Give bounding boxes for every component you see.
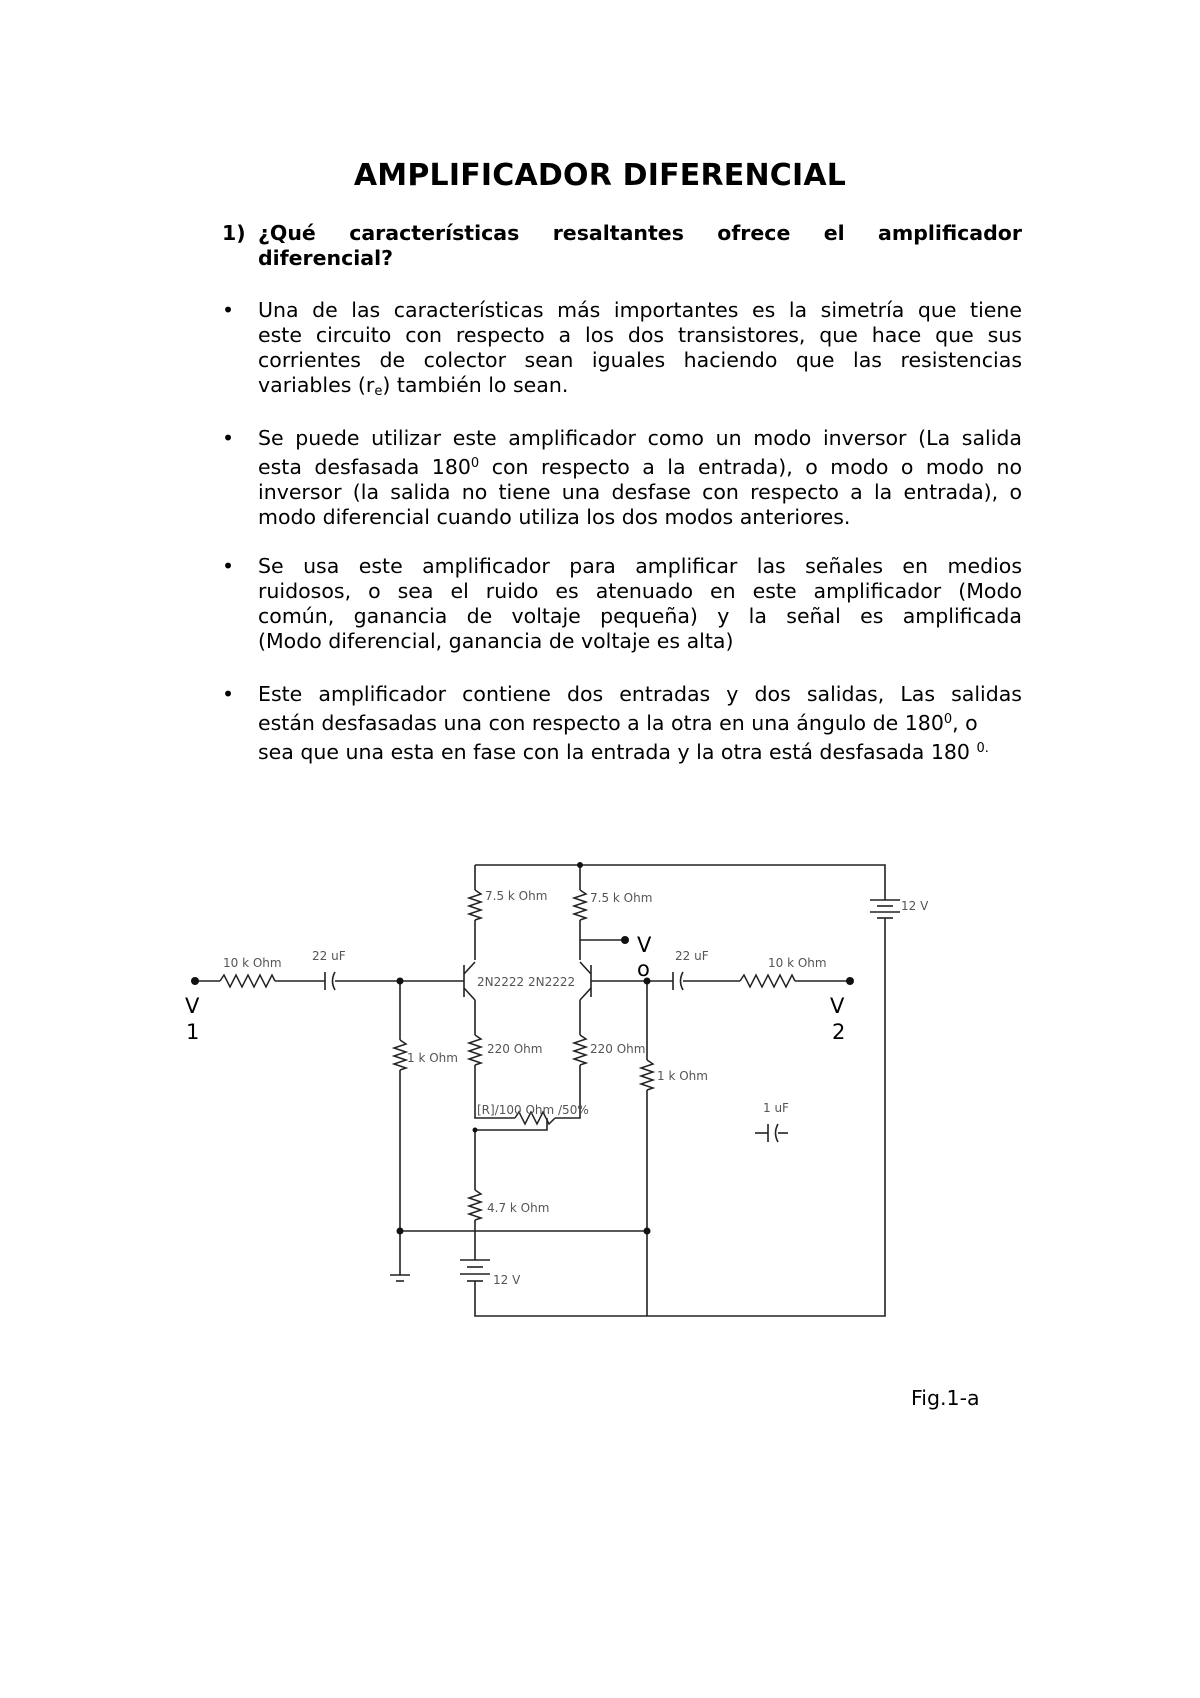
paragraph-line: corrientes de colector sean iguales haciendo que las resistencias bbox=[258, 348, 1022, 372]
label-r-input-left: 10 k Ohm bbox=[223, 956, 282, 970]
label-v2-letter: V bbox=[830, 994, 845, 1018]
paragraph-line: sea que una esta en fase con la entrada y la otra está desfasada 180 $^{0.}$ bbox=[258, 740, 989, 764]
label-r-input-right: 10 k Ohm bbox=[768, 956, 827, 970]
label-c-input-left: 22 uF bbox=[312, 949, 346, 963]
paragraph-line: inversor (la salida no tiene una desfase con respecto a la entrada), o bbox=[258, 480, 1022, 504]
label-vo-letter: V bbox=[637, 933, 652, 957]
label-v1-number: 1 bbox=[186, 1020, 200, 1044]
label-supply-top: 12 V bbox=[901, 899, 929, 913]
label-r-emitter-right: 220 Ohm bbox=[590, 1042, 646, 1056]
bullet-item-modes bbox=[222, 426, 1022, 530]
paragraph-line: Se usa este amplificador para amplificar las señales en medios bbox=[258, 554, 1022, 578]
label-vo-subscript: o bbox=[637, 957, 650, 981]
bullet-icon: • bbox=[222, 682, 235, 706]
question-line-1: ¿Qué características resaltantes ofrece el amplificador bbox=[258, 221, 1022, 245]
label-r-tail: 4.7 k Ohm bbox=[487, 1201, 550, 1215]
label-transistors: 2N2222 2N2222 bbox=[477, 975, 576, 989]
label-potentiometer: [R]/100 Ohm /50% bbox=[477, 1103, 589, 1117]
label-c-loose: 1 uF bbox=[763, 1101, 789, 1115]
label-r-emitter-left: 220 Ohm bbox=[487, 1042, 543, 1056]
paragraph-line: están desfasadas una con respecto a la otra en una ángulo de $180^0$, o bbox=[258, 711, 978, 735]
bullet-icon: • bbox=[222, 554, 235, 578]
label-v2-number: 2 bbox=[832, 1020, 846, 1044]
paragraph-line: común, ganancia de voltaje pequeña) y la señal es amplificada bbox=[258, 604, 1022, 628]
label-v1-letter: V bbox=[185, 994, 200, 1018]
circuit-diagram bbox=[185, 850, 945, 1380]
paragraph-line: este circuito con respecto a los dos transistores, que hace que sus bbox=[258, 323, 1022, 347]
bullet-item-noise bbox=[222, 554, 1022, 654]
paragraph-line: esta desfasada $180^0$ con respecto a la entrada), o modo o modo no bbox=[258, 455, 1022, 479]
question-line-2: diferencial? bbox=[258, 246, 394, 270]
label-c-output: 22 uF bbox=[675, 949, 709, 963]
page-title: AMPLIFICADOR DIFERENCIAL bbox=[353, 158, 847, 193]
bullet-item-symmetry bbox=[222, 298, 1022, 404]
question-heading bbox=[222, 221, 1022, 271]
label-supply-bottom: 12 V bbox=[493, 1273, 521, 1287]
paragraph-line: modo diferencial cuando utiliza los dos modos anteriores. bbox=[258, 505, 851, 529]
paragraph-line: Este amplificador contiene dos entradas y dos salidas, Las salidas bbox=[258, 682, 1022, 706]
label-r-bias-right: 1 k Ohm bbox=[657, 1069, 708, 1083]
question-number: 1) bbox=[222, 221, 246, 245]
paragraph-line: Se puede utilizar este amplificador como un modo inversor (La salida bbox=[258, 426, 1022, 450]
label-r-collector-left: 7.5 k Ohm bbox=[485, 889, 548, 903]
bullet-item-outputs bbox=[222, 682, 1022, 765]
label-r-collector-right: 7.5 k Ohm bbox=[590, 891, 653, 905]
bullet-icon: • bbox=[222, 298, 235, 322]
bullet-icon: • bbox=[222, 426, 235, 450]
paragraph-line: ruidosos, o sea el ruido es atenuado en este amplificador (Modo bbox=[258, 579, 1022, 603]
figure-caption: Fig.1-a bbox=[911, 1386, 980, 1410]
paragraph-line: (Modo diferencial, ganancia de voltaje es alta) bbox=[258, 629, 734, 653]
circuit-wires bbox=[195, 865, 885, 1316]
paragraph-line: Una de las características más importantes es la simetría que tiene bbox=[258, 298, 1022, 322]
label-r-bias-left: 1 k Ohm bbox=[407, 1051, 458, 1065]
paragraph-line: variables $(r_e)$ también lo sean. bbox=[258, 373, 569, 399]
